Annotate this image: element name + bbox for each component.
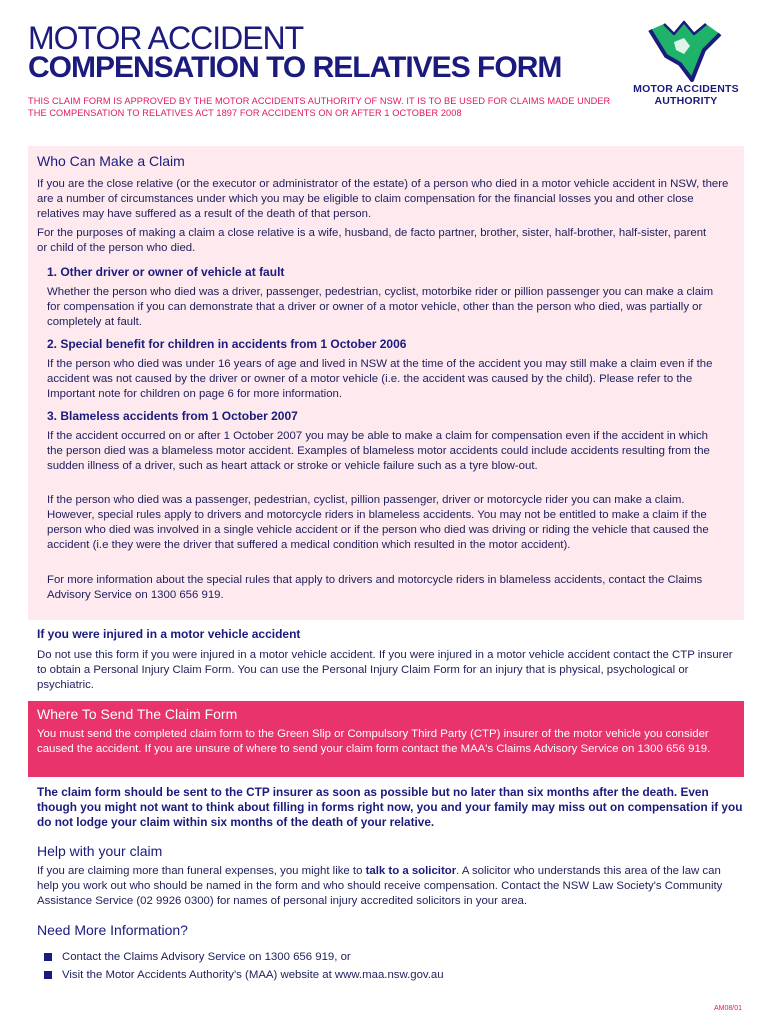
section-heading-more-info: Need More Information? [37,922,188,938]
title-line-1: MOTOR ACCIDENT [28,20,304,56]
blameless-text-2: If the person who died was a passenger, pedestrian, cyclist, pillion passenger, driver or motorcycle rider you can make a claim. However, special rules apply to drivers and motorcycle riders in blameless accidents. You may not be entitled to make a claim if the person who died was involved in a single vehicle accident or if the person who died was driving or riding the vehicle that caused the accident (i.e they were the driver that suffered a medical condition which resulted in the motor accident). [47,494,709,551]
logo-text-line-2: AUTHORITY [654,95,718,107]
subheading-other-driver: 1. Other driver or owner of vehicle at fault [47,265,285,279]
special-benefit-text: If the person who died was under 16 years of age and lived in NSW at the time of the accident you may still make a claim even if the accident was not caused by the driver or owner of a motor vehicle (i.e. the accident was caused by the child). Please refer to the Important note for children on page 6 for more information. [47,358,713,400]
logo-text-line-1: MOTOR ACCIDENTS [633,83,739,95]
list-item-text: Contact the Claims Advisory Service on 1300 656 919, or [62,951,351,963]
subheading-special-benefit: 2. Special benefit for children in accidents from 1 October 2006 [47,337,407,351]
other-driver-text: Whether the person who died was a driver, passenger, pedestrian, cyclist, motorbike rider or pillion passenger you can make a claim for compensation if you can demonstrate that a driver or owner of a motor vehicle, other than the person who died, was partially or completely at fault. [47,286,714,328]
section-heading-help: Help with your claim [37,843,163,859]
subheading-injured: If you were injured in a motor vehicle accident [37,627,301,641]
list-item [44,966,444,984]
form-code: AM08/01 [713,1005,742,1012]
maa-logo-icon [644,20,724,82]
maa-logo [628,20,748,120]
more-info-list [44,948,444,984]
section-heading-where-to-send: Where To Send The Claim Form [37,706,238,722]
bullet-square-icon [44,953,52,961]
blameless-text-1: If the accident occurred on or after 1 October 2007 you may be able to make a claim for compensation even if the accident in which the person died was a blameless motor accident. Examples of blameless motor accidents could include accidents resulting from the sudden illness of a driver, such as heart attack or stroke or vehicle failure such as a tyre blow-out. [47,430,710,472]
deadline-warning: The claim form should be sent to the CTP insurer as soon as possible but no later than six months after the death. Even though you might not want to think about filling in forms right now, you and your family may miss out on compensation if you do not lodge your claim within six months of the death of your relative. [37,785,743,829]
help-text-bold: talk to a solicitor [365,865,457,877]
section-heading-who-can-claim: Who Can Make a Claim [37,153,185,169]
help-text [37,864,737,909]
list-item-text: Visit the Motor Accidents Authority's (MAA) website at www.maa.nsw.gov.au [62,969,444,981]
who-can-claim-section [28,146,744,620]
who-can-claim-intro: If you are the close relative (or the executor or administrator of the estate) of a person who died in a motor vehicle accident in NSW, there are a number of circumstances under which you may be eligible to claim compensation for the financial losses you and other close relatives may have suffered as a result of the death of that person. [37,178,729,220]
where-to-send-section [28,701,744,777]
title-line-2: COMPENSATION TO RELATIVES FORM [28,51,562,84]
approval-statement: THIS CLAIM FORM IS APPROVED BY THE MOTOR ACCIDENTS AUTHORITY OF NSW. IT IS TO BE USED FOR CLAIMS MADE UNDER THE COMPENSATION TO RELATIVES ACT 1897 FOR ACCIDENTS ON OR AFTER 1 OCTOBER 2008 [28,96,611,118]
blameless-text-3: For more information about the special rules that apply to drivers and motorcycle riders in blameless accidents, contact the Claims Advisory Service on 1300 656 919. [47,574,703,601]
subheading-blameless: 3. Blameless accidents from 1 October 2007 [47,409,298,423]
injured-text: Do not use this form if you were injured in a motor vehicle accident. If you were injured in a motor vehicle accident contact the CTP insurer to obtain a Personal Injury Claim Form. You can use the Personal Injury Claim Form for an injury that is physical, psychological or psychiatric. [37,649,733,691]
bullet-square-icon [44,971,52,979]
close-relative-definition: For the purposes of making a claim a close relative is a wife, husband, de facto partner, brother, sister, half-brother, half-sister, parent or child of the person who died. [37,227,707,254]
help-text-after: . A solicitor who understands this area of the law can help you work out who should be named in the form and who should receive compensation. Contact the NSW Law Society's Community Assistance Service (02 9926 0300) for names of personal injury accredited solicitors in your area. [37,865,723,907]
list-item [44,948,444,966]
help-text-before: If you are claiming more than funeral expenses, you might like to [37,865,366,877]
where-to-send-text: You must send the completed claim form to the Green Slip or Compulsory Third Party (CTP) insurer of the motor vehicle you consider caused the accident. If you are unsure of where to send your claim form contact the MAA's Claims Advisory Service on 1300 656 919. [37,728,711,755]
